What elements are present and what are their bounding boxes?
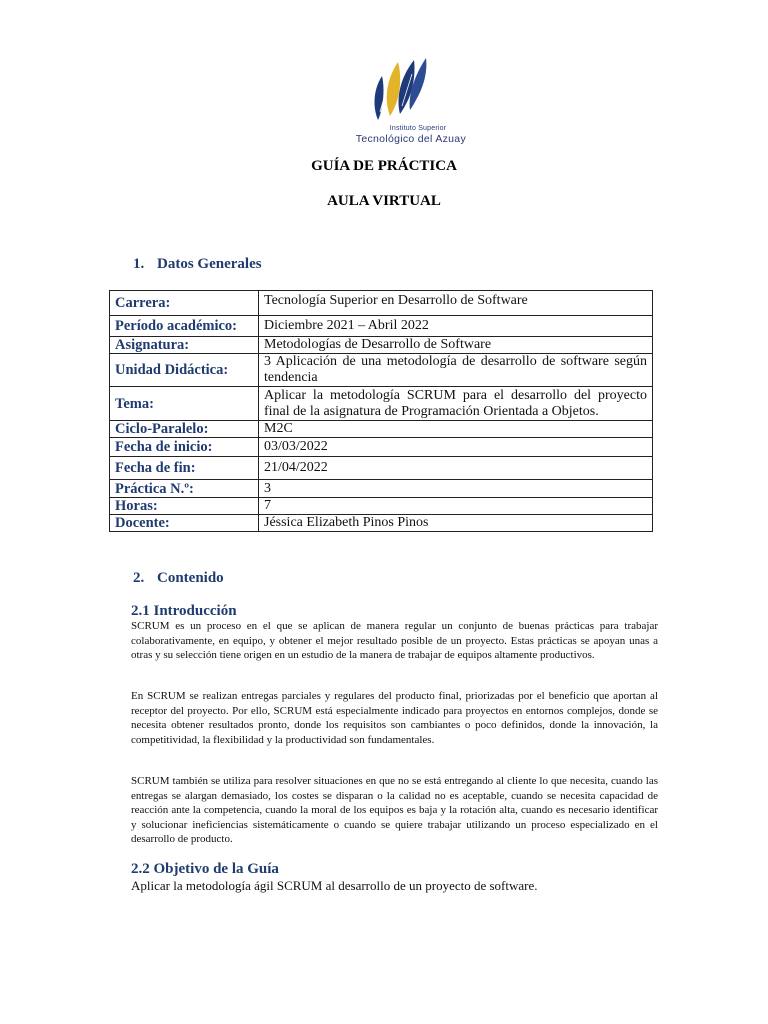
- row-label: Fecha de inicio:: [110, 438, 259, 457]
- section-title: Contenido: [157, 570, 224, 586]
- document-title: GUÍA DE PRÁCTICA: [311, 158, 457, 174]
- table-row: [110, 457, 653, 480]
- row-label: Ciclo-Paralelo:: [110, 421, 259, 438]
- section-number: 2.: [133, 570, 145, 586]
- row-value: Tecnología Superior en Desarrollo de Software: [259, 291, 653, 316]
- intro-paragraph-1: SCRUM es un proceso en el que se aplican de manera regular un conjunto de buenas prácticas para trabajar colaborativamente, en equipo, y obtener el mejor resultado posible de un proyecto. Estas prácticas se apoyan unas a otras y su selección tiene origen en un estudio de la manera de trabajar de equipos altamente productivos.: [131, 620, 658, 661]
- row-label: Período académico:: [110, 316, 259, 337]
- section-heading-contenido: [133, 570, 224, 587]
- logo-line-1: Instituto Superior: [389, 125, 447, 132]
- row-value: 03/03/2022: [259, 438, 653, 457]
- row-value: Jéssica Elizabeth Pinos Pinos: [259, 515, 653, 532]
- row-label: Docente:: [110, 515, 259, 532]
- row-label: Tema:: [110, 387, 259, 421]
- row-value: 3: [259, 480, 653, 498]
- intro-paragraph-3: SCRUM también se utiliza para resolver situaciones en que no se está entregando al cliente lo que necesita, cuando las entregas se alargan demasiado, los costes se disparan o la calidad no es aceptable, cuando se necesita capacidad de reacción ante la competencia, cuando la moral de los equipos es baja y la rotación alta, cuando es necesario identificar y solucionar ineficiencias sistemáticamente o cuando se quiere trabajar utilizando un proceso especializado en el desarrollo de producto.: [131, 775, 658, 845]
- subsection-heading-introduccion: 2.1 Introducción: [131, 603, 237, 619]
- objective-text: Aplicar la metodología ágil SCRUM al desarrollo de un proyecto de software.: [131, 878, 538, 893]
- section-heading-datos-generales: [133, 256, 262, 273]
- subsection-heading-objetivo: 2.2 Objetivo de la Guía: [131, 861, 279, 877]
- row-label: Asignatura:: [110, 337, 259, 354]
- intro-paragraph-2: En SCRUM se realizan entregas parciales y regulares del producto final, priorizadas por el beneficio que aportan al receptor del proyecto. Por ello, SCRUM está especialmente indicado para proyectos en entornos complejos, donde se necesita obtener resultados pronto, donde los requisitos son cambiantes o poco definidos, donde la innovación, la competitividad, la flexibilidad y la productividad son fundamentales.: [131, 690, 658, 746]
- table-row: [110, 291, 653, 316]
- table-row: [110, 498, 653, 515]
- row-value: Diciembre 2021 – Abril 2022: [259, 316, 653, 337]
- row-label: Horas:: [110, 498, 259, 515]
- table-row: [110, 316, 653, 337]
- row-label: Carrera:: [110, 291, 259, 316]
- table-row: [110, 354, 653, 387]
- row-value: 7: [259, 498, 653, 515]
- table-row: [110, 438, 653, 457]
- institute-logo: [340, 54, 470, 146]
- general-data-table: [109, 290, 653, 532]
- row-value: 21/04/2022: [259, 457, 653, 480]
- table-row: [110, 387, 653, 421]
- section-number: 1.: [133, 256, 145, 272]
- row-value: 3 Aplicación de una metodología de desarrollo de software según tendencia: [259, 354, 653, 387]
- section-title: Datos Generales: [157, 256, 262, 272]
- table-row: [110, 480, 653, 498]
- row-label: Unidad Didáctica:: [110, 354, 259, 387]
- row-label: Práctica N.º:: [110, 480, 259, 498]
- feather-logo-icon: [368, 54, 432, 124]
- table-row: [110, 515, 653, 532]
- document-subtitle: AULA VIRTUAL: [327, 193, 441, 209]
- row-value: Metodologías de Desarrollo de Software: [259, 337, 653, 354]
- row-value: Aplicar la metodología SCRUM para el desarrollo del proyecto final de la asignatura de Programación Orientada a Objetos.: [259, 387, 653, 421]
- row-label: Fecha de fin:: [110, 457, 259, 480]
- table-row: [110, 421, 653, 438]
- table-row: [110, 337, 653, 354]
- row-value: M2C: [259, 421, 653, 438]
- logo-line-2: Tecnológico del Azuay: [355, 133, 466, 145]
